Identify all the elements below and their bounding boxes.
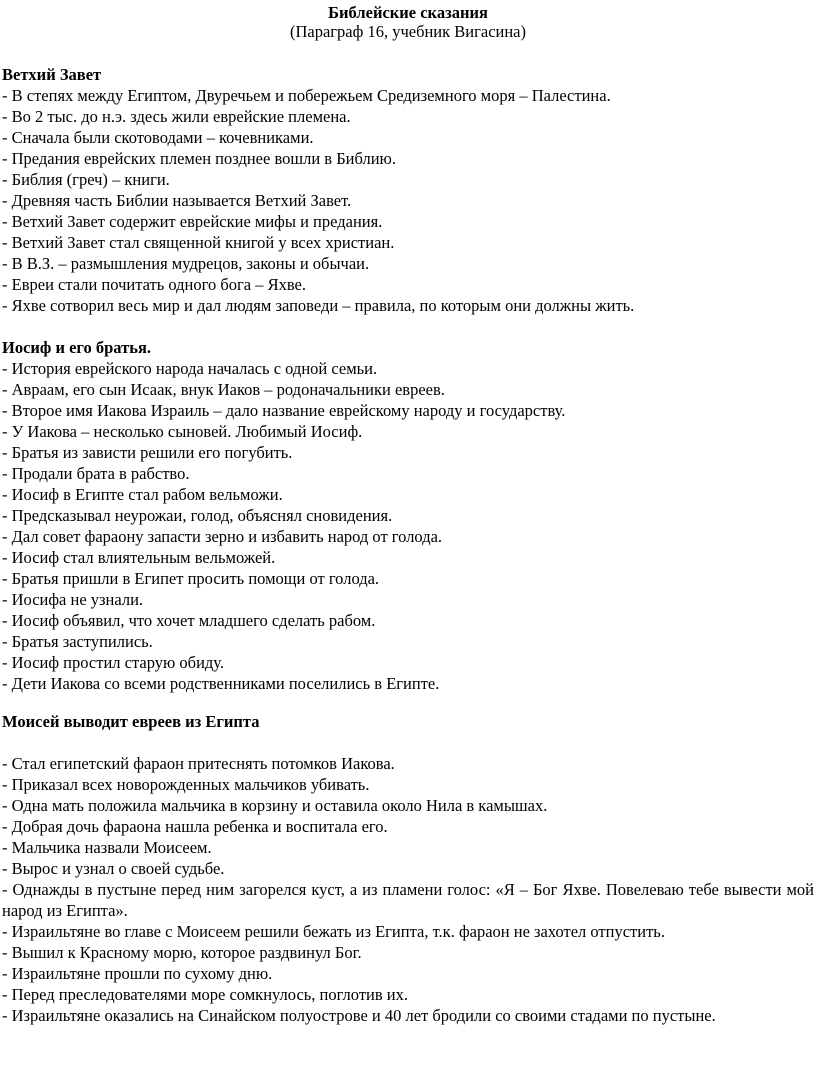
list-item: - Иосиф в Египте стал рабом вельможи. [2,485,283,504]
list-item: - Вышил к Красному морю, которое раздвинул Бог. [2,943,362,962]
list-item: - Сначала были скотоводами – кочевниками. [2,128,314,147]
document-title: Библейские сказания [328,3,488,22]
list-item: - В В.З. – размышления мудрецов, законы и обычаи. [2,254,370,273]
list-item: - Израильтяне оказались на Синайском полуострове и 40 лет бродили со своими стадами по пустыне. [2,1006,716,1025]
list-item: - Добрая дочь фараона нашла ребенка и воспитала его. [2,817,388,836]
list-item: - Иосиф объявил, что хочет младшего сделать рабом. [2,611,376,630]
section-heading: Ветхий Завет [2,65,102,84]
document-subtitle: (Параграф 16, учебник Вигасина) [289,22,526,41]
list-item: - Продали брата в рабство. [2,464,190,483]
list-item: - Авраам, его сын Исаак, внук Иаков – родоначальники евреев. [2,380,445,399]
section-old-testament [2,64,814,316]
list-item: - Стал египетский фараон притеснять потомков Иакова. [2,754,395,773]
list-item: - Одна мать положила мальчика в корзину и оставила около Нила в камышах. [2,796,548,815]
list-item: - Второе имя Иакова Израиль – дало название еврейскому народу и государству. [2,401,566,420]
list-item: - Евреи стали почитать одного бога – Яхве. [2,275,306,294]
list-item: - У Иакова – несколько сыновей. Любимый Иосиф. [2,422,363,441]
list-item: - Библия (греч) – книги. [2,170,170,189]
list-item: - Братья пришли в Египет просить помощи от голода. [2,569,380,588]
list-item: - Яхве сотворил весь мир и дал людям заповеди – правила, по которым они должны жить. [2,296,635,315]
list-item: - Братья из зависти решили его погубить. [2,443,293,462]
list-item: - Во 2 тыс. до н.э. здесь жили еврейские племена. [2,107,351,126]
section-moses [2,711,814,1026]
list-item: - Вырос и узнал о своей судьбе. [2,859,225,878]
section-joseph [2,337,814,694]
list-item: - Дети Иакова со всеми родственниками поселились в Египте. [2,674,440,693]
list-item: - Ветхий Завет содержит еврейские мифы и предания. [2,212,383,231]
list-item: - Древняя часть Библии называется Ветхий Завет. [2,191,352,210]
list-item: - Мальчика назвали Моисеем. [2,838,212,857]
list-item: - Однажды в пустыне перед ним загорелся куст, а из пламени голос: «Я – Бог Яхве. Повелеваю тебе вывести мой народ из Египта». [2,880,814,920]
list-item: - Предания еврейских племен позднее вошли в Библию. [2,149,396,168]
section-heading: Моисей выводит евреев из Египта [2,712,260,731]
list-item: - Ветхий Завет стал священной книгой у всех христиан. [2,233,395,252]
list-item: - Израильтяне прошли по сухому дню. [2,964,273,983]
list-item: - Дал совет фараону запасти зерно и избавить народ от голода. [2,527,443,546]
list-item: - В степях между Египтом, Двуречьем и побережьем Средиземного моря – Палестина. [2,86,611,105]
spacer [2,732,814,753]
list-item: - Иосиф стал влиятельным вельможей. [2,548,276,567]
list-item: - История еврейского народа началась с одной семьи. [2,359,378,378]
list-item: - Перед преследователями море сомкнулось, поглотив их. [2,985,408,1004]
list-item: - Предсказывал неурожаи, голод, объяснял сновидения. [2,506,393,525]
list-item: - Иосифа не узнали. [2,590,144,609]
list-item: - Израильтяне во главе с Моисеем решили бежать из Египта, т.к. фараон не захотел отпустить. [2,922,665,941]
list-item: - Иосиф простил старую обиду. [2,653,225,672]
list-item: - Братья заступились. [2,632,153,651]
section-heading: Иосиф и его братья. [2,338,151,357]
list-item: - Приказал всех новорожденных мальчиков убивать. [2,775,370,794]
